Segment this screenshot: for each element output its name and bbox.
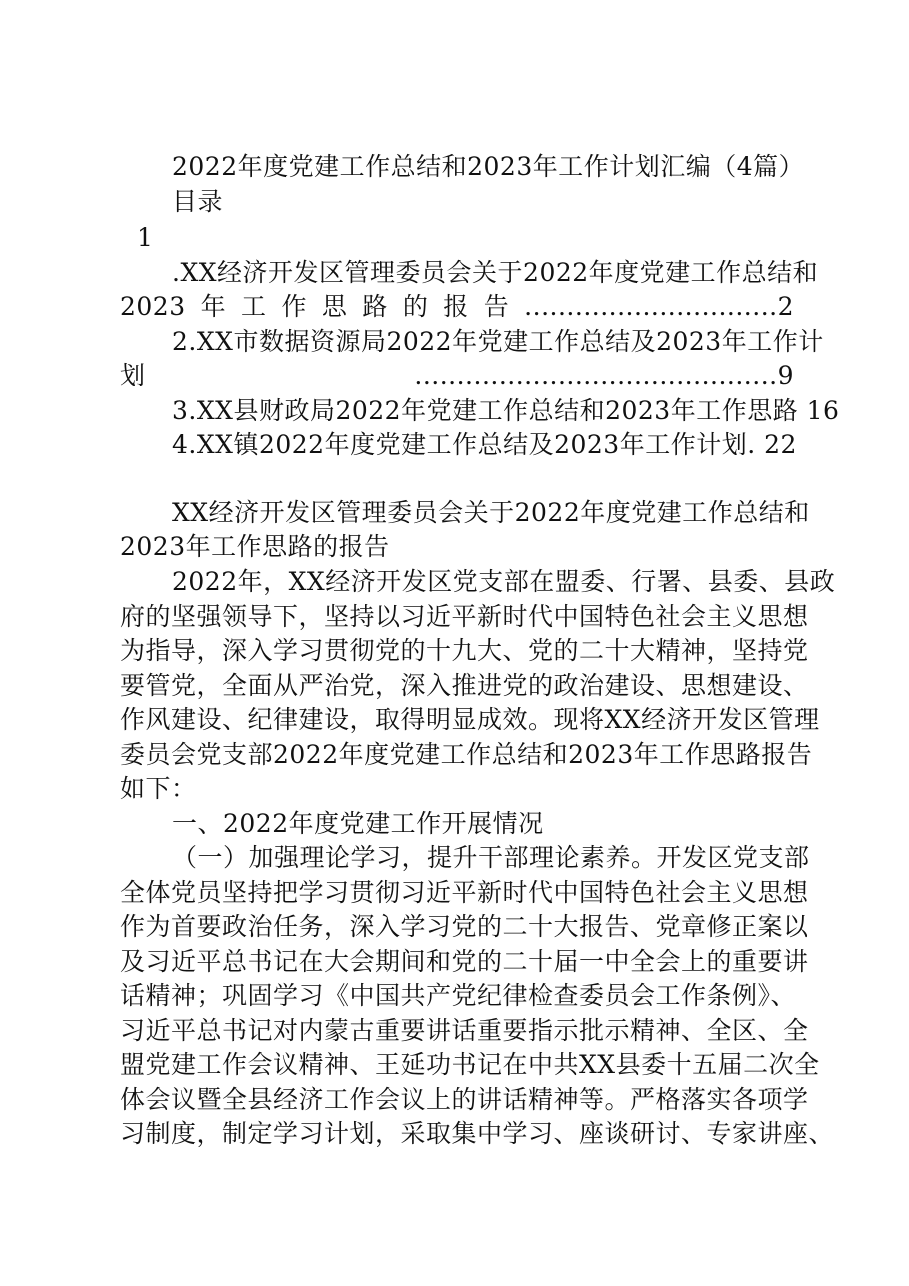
- paragraph2-line2: 全体党员坚持把学习贯彻习近平新时代中国特色社会主义思想: [120, 878, 809, 907]
- paragraph2-line3: 作为首要政治任务，深入学习党的二十大报告、党章修正案以: [120, 912, 809, 941]
- section-title-line1: XX经济开发区管理委员会关于2022年度党建工作总结和: [172, 498, 810, 527]
- paragraph2-line9: 习制度，制定学习计划，采取集中学习、座谈研讨、专家讲座、: [120, 1119, 835, 1148]
- paragraph1-line3: 为指导，深入学习贯彻党的十九大、党的二十大精神，坚持党: [120, 636, 809, 665]
- paragraph2-line4: 及习近平总书记在大会期间和党的二十届一中全会上的重要讲: [120, 947, 809, 976]
- toc-item-1-line1[interactable]: .XX经济开发区管理委员会关于2022年度党建工作总结和: [172, 258, 819, 287]
- paragraph2-line5: 话精神；巩固学习《中国共产党纪律检查委员会工作条例》、: [120, 981, 797, 1010]
- toc-item-2-line1[interactable]: 2.XX市数据资源局2022年党建工作总结及2023年工作计: [172, 327, 824, 356]
- toc-item-1-number: 1: [137, 223, 154, 252]
- paragraph1-line1: 2022年，XX经济开发区党支部在盟委、行署、县委、县政: [172, 567, 836, 596]
- toc-item-3[interactable]: 3.XX县财政局2022年党建工作总结和2023年工作思路 16: [172, 396, 840, 425]
- section-title-line2: 2023年工作思路的报告: [120, 532, 390, 561]
- paragraph1-line2: 府的坚强领导下，坚持以习近平新时代中国特色社会主义思想: [120, 602, 809, 631]
- paragraph1-line6: 委员会党支部2022年度党建工作总结和2023年工作思路报告: [120, 740, 813, 769]
- paragraph2-line7: 盟党建工作会议精神、王延功书记在中共XX县委十五届二次全: [120, 1050, 820, 1079]
- document-title: 2022年度党建工作总结和2023年工作计划汇编（4篇）: [172, 152, 805, 181]
- toc-heading: 目录: [172, 187, 224, 216]
- toc-item-2-line2[interactable]: 划...........................................9: [120, 361, 794, 390]
- paragraph1-line4: 要管党，全面从严治党，深入推进党的政治建设、思想建设、: [120, 671, 809, 700]
- paragraph2-line6: 习近平总书记对内蒙古重要讲话重要指示批示精神、全区、全: [120, 1016, 809, 1045]
- heading-1: 一、2022年度党建工作开展情况: [172, 809, 544, 838]
- toc-item-1-line2[interactable]: 2023年工作思路的报告..............................2: [120, 292, 794, 321]
- paragraph1-line5: 作风建设、纪律建设，取得明显成效。现将XX经济开发区管理: [120, 705, 820, 734]
- paragraph1-line7: 如下：: [120, 774, 197, 803]
- paragraph2-line1: （一）加强理论学习，提升干部理论素养。开发区党支部: [172, 843, 810, 872]
- toc-item-4[interactable]: 4.XX镇2022年度党建工作总结及2023年工作计划. 22: [172, 430, 797, 459]
- paragraph2-line8: 体会议暨全县经济工作会议上的讲话精神等。严格落实各项学: [120, 1085, 809, 1114]
